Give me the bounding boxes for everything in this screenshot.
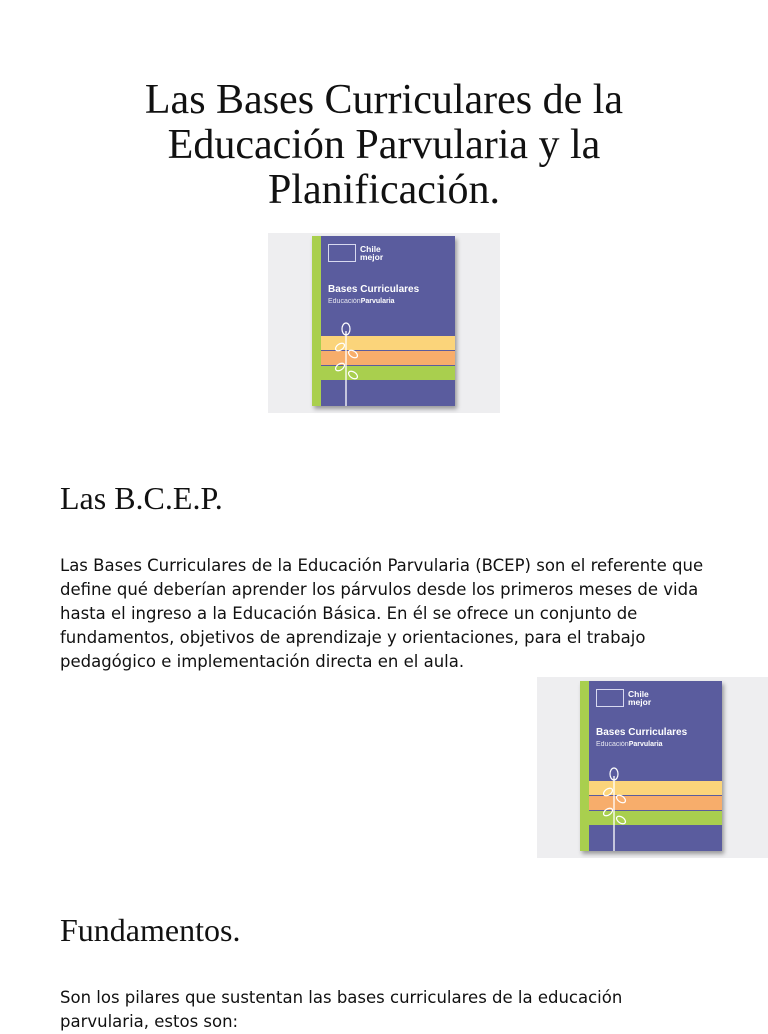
- book-cover: [580, 681, 722, 851]
- logo-text-line1: Chile: [360, 244, 381, 254]
- section-heading-bcep: Las B.C.E.P.: [60, 480, 223, 516]
- section-body-fundamentos: Son los pilares que sustentan las bases curriculares de la educación parvularia, estos son:: [60, 988, 623, 1031]
- cover-subtitle: EducaciónParvularia: [596, 741, 663, 748]
- logo-text-line2: mejor: [360, 251, 384, 262]
- logo-text-line2: mejor: [628, 696, 652, 707]
- cover-title: Bases Curriculares: [328, 284, 420, 295]
- gov-logo-icon: [596, 689, 624, 707]
- logo-text-line1: Chile: [628, 689, 649, 699]
- page-title: Las Bases Curriculares de la Educación Parvularia y la Planificación.: [144, 77, 624, 213]
- cover-title: Bases Curriculares: [596, 727, 688, 738]
- book-cover: [312, 236, 455, 406]
- cover-subtitle: EducaciónParvularia: [328, 298, 395, 305]
- gov-logo-icon: [328, 244, 356, 262]
- plant-icon: [600, 766, 634, 851]
- plant-icon: [332, 321, 366, 406]
- section-body-bcep: Las Bases Curriculares de la Educación Parvularia (BCEP) son el referente que define qué deberían aprender los párvulos desde los primeros meses de vida hasta el ingreso a la Educación Básica. En él se ofrece un conjunto de fundamentos, objetivos de aprendizaje y orientaciones, para el trabajo pedagógico e implementación directa en el aula.: [60, 556, 704, 671]
- section-heading-fundamentos: Fundamentos.: [60, 912, 241, 948]
- cover-image-top: [268, 233, 500, 413]
- cover-image-right: [537, 677, 768, 858]
